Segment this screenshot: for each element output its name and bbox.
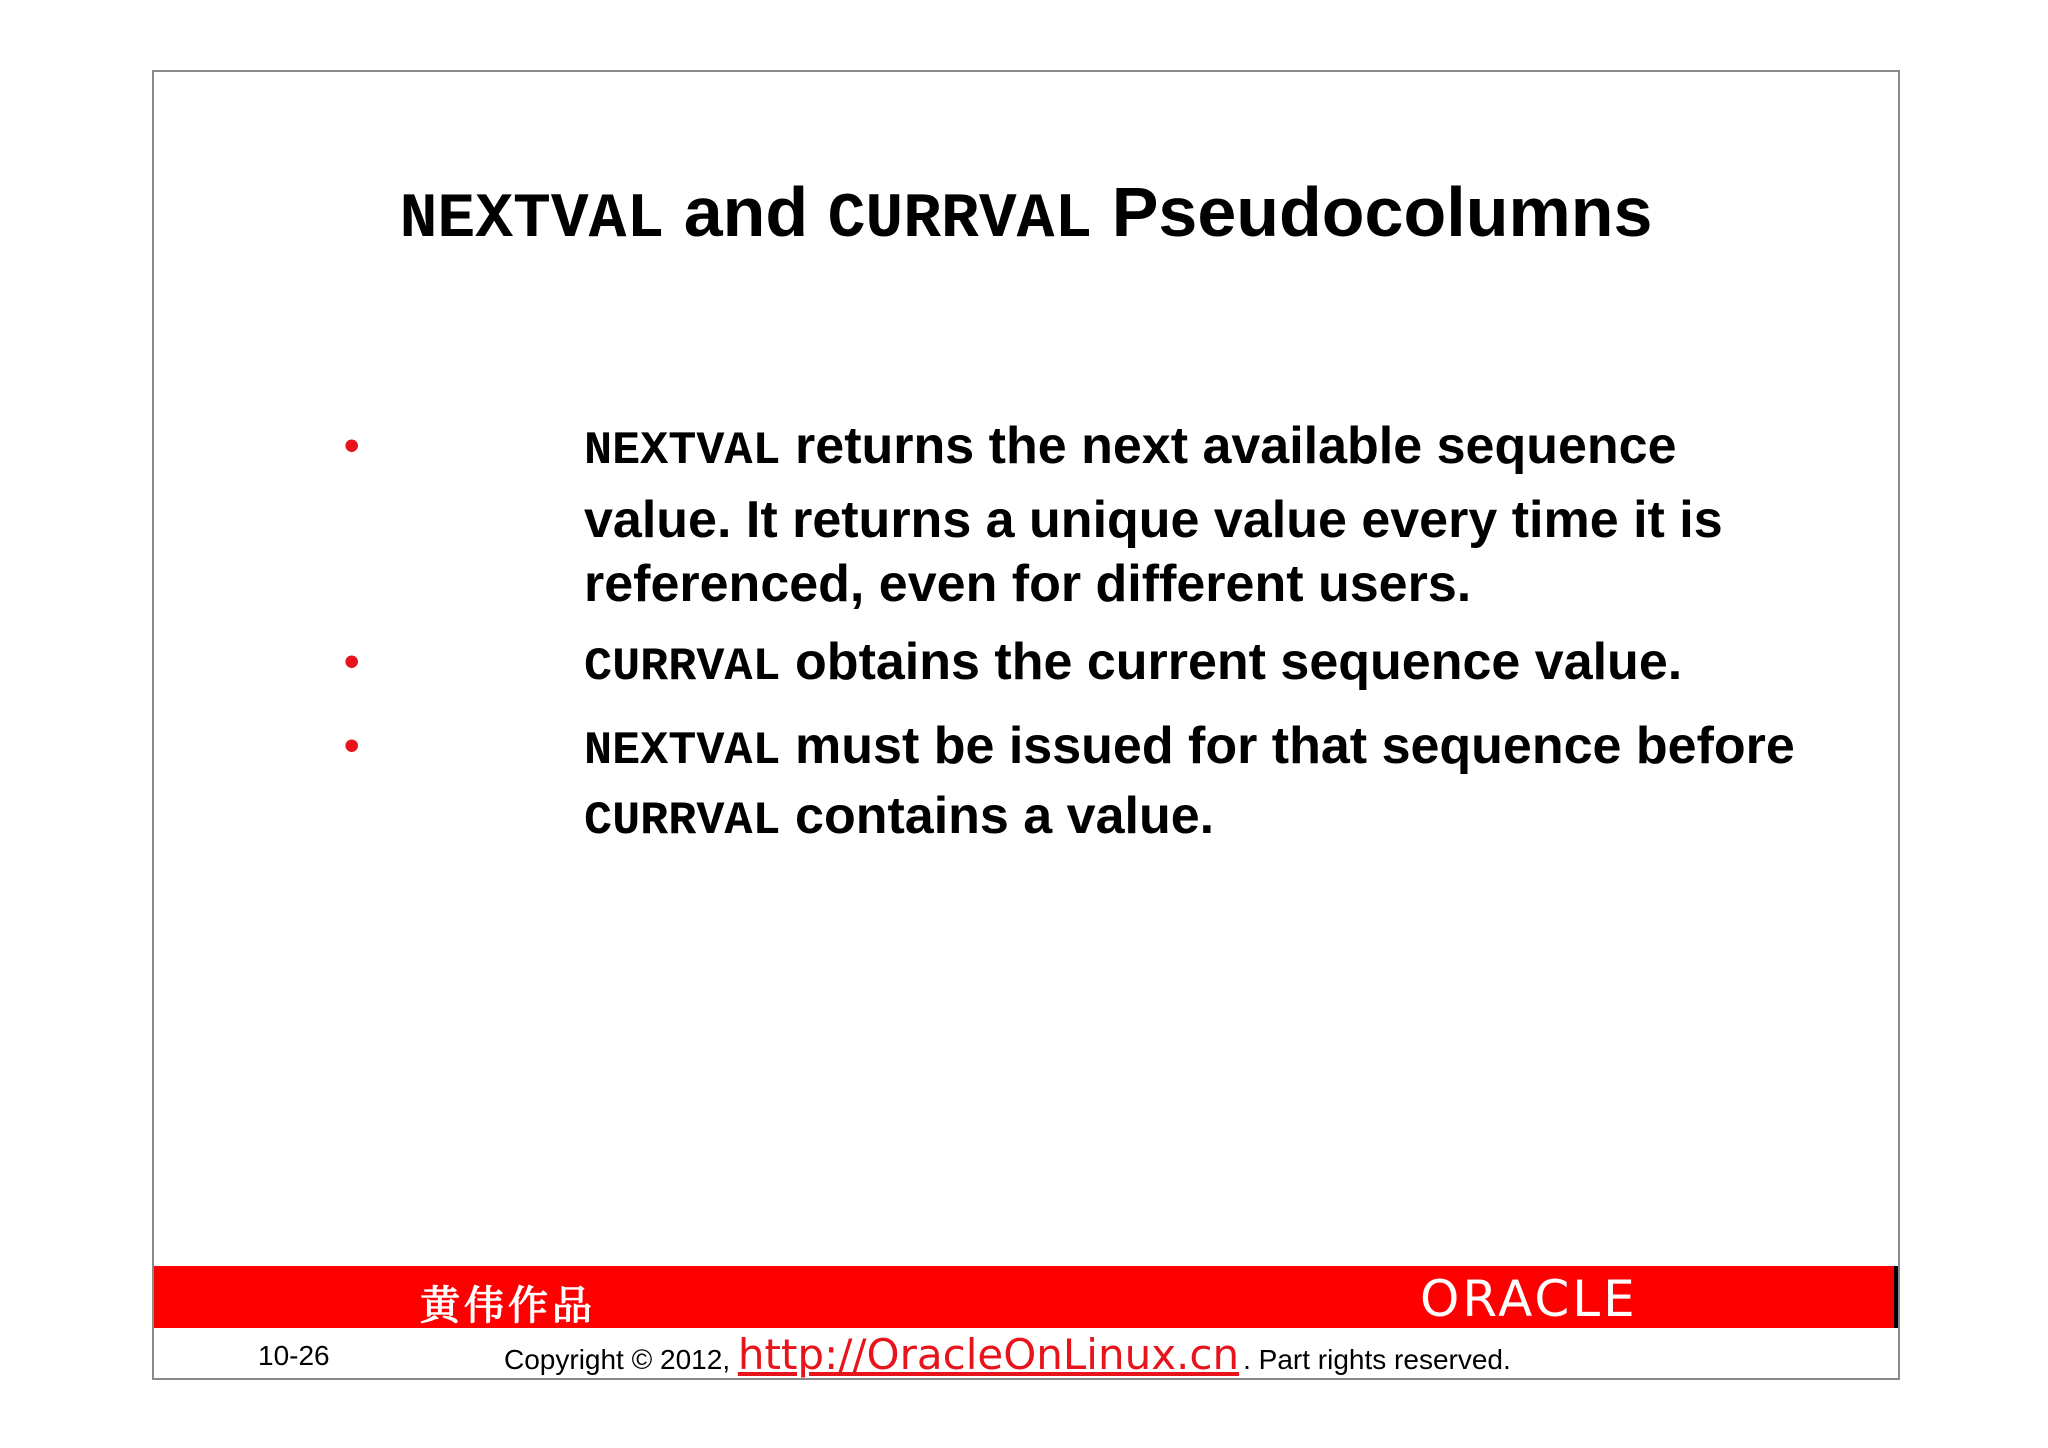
bullet-line [584,630,1794,700]
copyright-prefix: Copyright © 2012, [504,1344,738,1375]
title-code-currval: CURRVAL [827,184,1093,255]
bullet-line [584,784,1794,854]
code-nextval: NEXTVAL [584,725,781,778]
author-signature: 黄伟作品 [420,1282,596,1329]
bullet-list [344,414,1794,854]
bullet-line: value. It returns a unique value every time it is [584,491,1723,549]
slide-frame [152,70,1900,1380]
slide-title [154,172,1898,255]
footer [154,1330,1898,1380]
bullet-line [584,414,1794,484]
site-link[interactable]: http://OracleOnLinux.cn [737,1330,1240,1379]
copyright-line [504,1330,1511,1379]
code-currval: CURRVAL [584,641,781,694]
code-currval: CURRVAL [584,795,781,848]
bullet-item [344,414,1794,616]
copyright-suffix: . Part rights reserved. [1243,1344,1511,1375]
bullet-text: must be issued for that sequence before [780,717,1795,775]
footer-banner [154,1266,1898,1328]
bullet-text: returns the next available sequence [780,417,1677,475]
bullet-text: obtains the current sequence value. [780,633,1683,691]
banner-edge [1894,1266,1898,1328]
bullet-marker: • [344,721,360,770]
title-and: and [664,173,828,251]
title-code-nextval: NEXTVAL [399,184,665,255]
bullet-marker: • [344,421,360,470]
bullet-item [344,714,1794,854]
bullet-text: contains a value. [780,787,1215,845]
page-number: 10-26 [258,1340,330,1371]
title-pseudocolumns: Pseudocolumns [1092,173,1653,251]
oracle-logo: ORACLE [1420,1270,1638,1328]
code-nextval: NEXTVAL [584,425,781,478]
bullet-line: referenced, even for different users. [584,555,1472,613]
bullet-line [584,714,1794,784]
bullet-marker: • [344,637,360,686]
bullet-item [344,630,1794,700]
